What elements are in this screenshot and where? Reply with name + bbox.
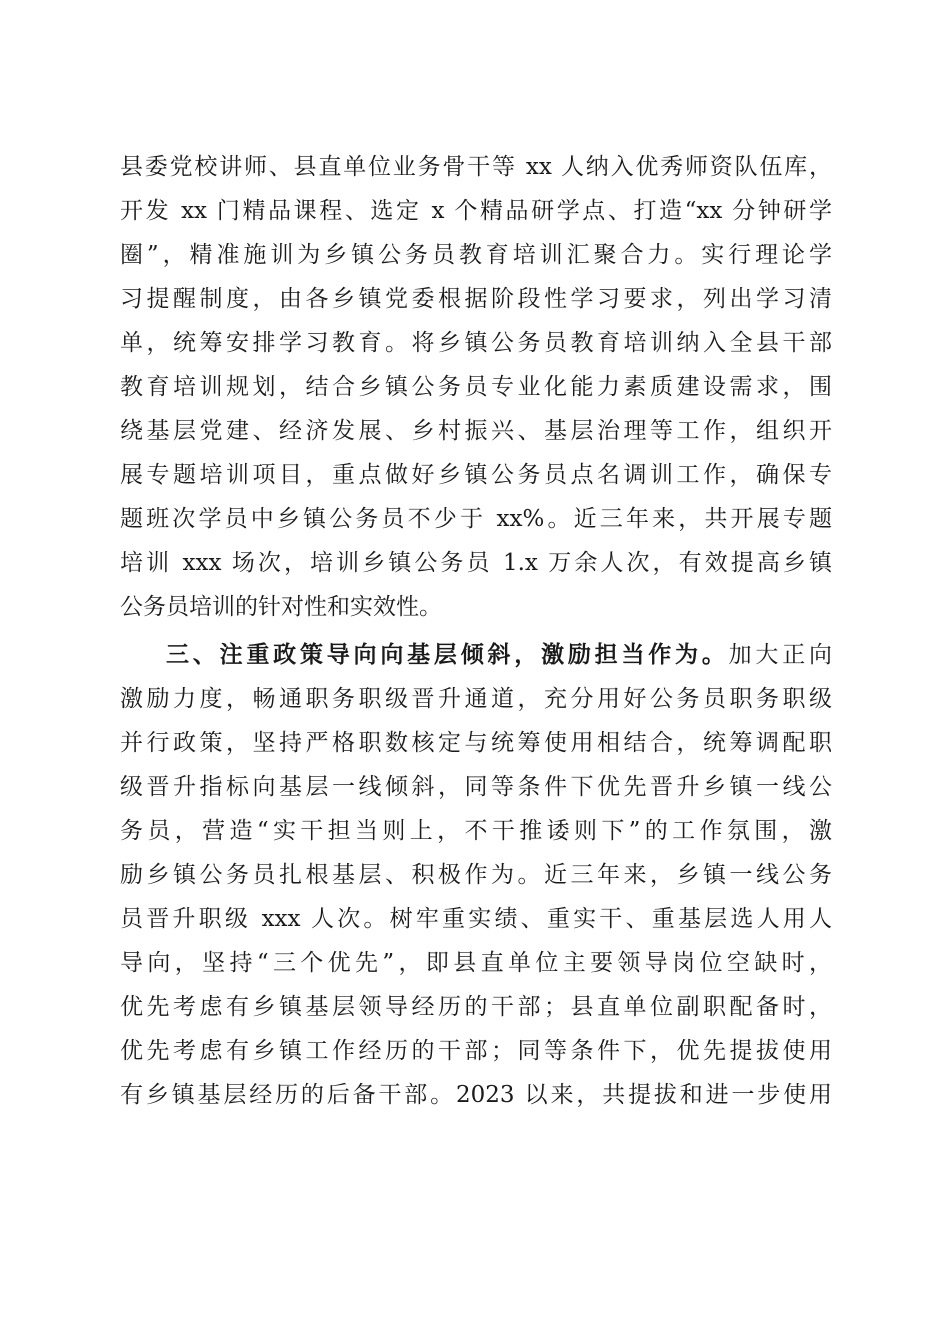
body-text-span: 加大正向: [728, 642, 832, 668]
body-text-line: 教育培训规划，结合乡镇公务员专业化能力素质建设需求，围: [120, 374, 832, 400]
body-text-line: 级晋升指标向基层一线倾斜，同等条件下优先晋升乡镇一线公: [120, 774, 832, 800]
body-text-line: 员晋升职级 xxx 人次。树牢重实绩、重实干、重基层选人用人: [120, 906, 832, 932]
body-text-line: 展专题培训项目，重点做好乡镇公务员点名调训工作，确保专: [120, 462, 832, 488]
section-heading-line: [166, 635, 832, 675]
body-text-line: 绕基层党建、经济发展、乡村振兴、基层治理等工作，组织开: [120, 418, 832, 444]
body-text-line: 优先考虑有乡镇工作经历的干部；同等条件下，优先提拔使用: [120, 1038, 832, 1064]
body-text-line: 培训 xxx 场次，培训乡镇公务员 1.x 万余人次，有效提高乡镇: [120, 550, 832, 576]
body-text-line: 导向，坚持“三个优先”，即县直单位主要领导岗位空缺时，: [120, 950, 832, 976]
body-text-line: 圈”，精准施训为乡镇公务员教育培训汇聚合力。实行理论学: [120, 242, 832, 268]
body-text-line: 公务员培训的针对性和实效性。: [120, 594, 442, 620]
body-text-line: 单，统筹安排学习教育。将乡镇公务员教育培训纳入全县干部: [120, 330, 832, 356]
body-text-line: 题班次学员中乡镇公务员不少于 xx%。近三年来，共开展专题: [120, 506, 832, 532]
section-heading: 三、注重政策导向向基层倾斜，激励担当作为。: [166, 641, 729, 668]
body-text-line: 有乡镇基层经历的后备干部。2023 以来，共提拔和进一步使用: [120, 1082, 832, 1108]
body-text-line: 开发 xx 门精品课程、选定 x 个精品研学点、打造“xx 分钟研学: [120, 198, 832, 224]
body-text-line: 习提醒制度，由各乡镇党委根据阶段性学习要求，列出学习清: [120, 286, 832, 312]
body-text-line: 激励力度，畅通职务职级晋升通道，充分用好公务员职务职级: [120, 686, 832, 712]
body-text-line: 优先考虑有乡镇基层领导经历的干部；县直单位副职配备时，: [120, 994, 832, 1020]
body-text-line: 并行政策，坚持严格职数核定与统筹使用相结合，统筹调配职: [120, 730, 832, 756]
body-text-line: 务员，营造“实干担当则上，不干推诿则下”的工作氛围，激: [120, 818, 832, 844]
body-text-line: 励乡镇公务员扎根基层、积极作为。近三年来，乡镇一线公务: [120, 862, 832, 888]
body-text-line: 县委党校讲师、县直单位业务骨干等 xx 人纳入优秀师资队伍库，: [120, 154, 832, 180]
